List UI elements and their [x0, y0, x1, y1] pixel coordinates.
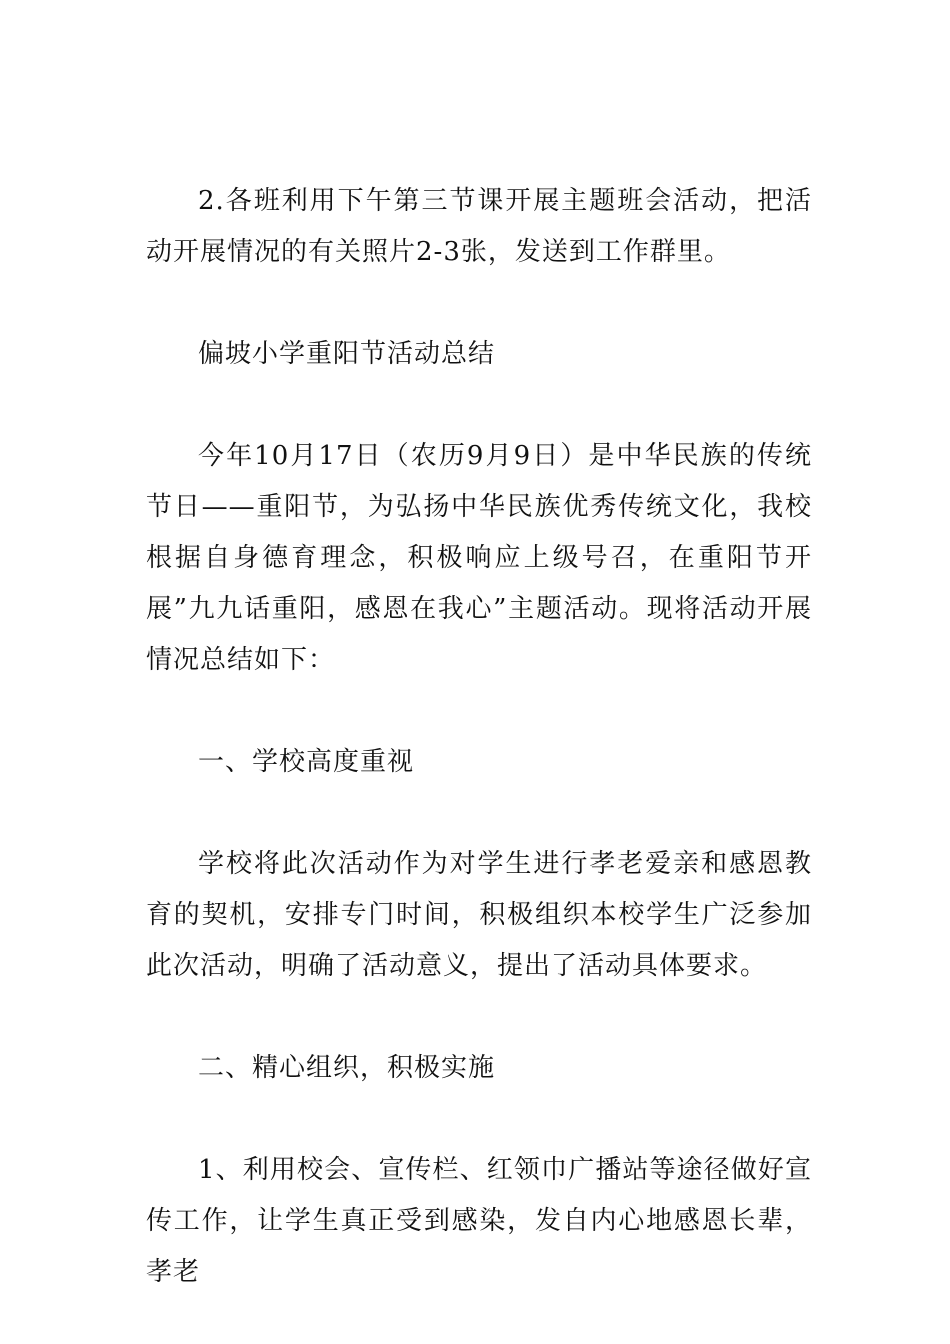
paragraph-class-meeting: 2.各班利用下午第三节课开展主题班会活动，把活动开展情况的有关照片2-3张，发送到工作群里。 — [146, 186, 812, 267]
heading-organization: 二、精心组织，积极实施 — [198, 1053, 496, 1083]
paragraph-school-attention: 学校将此次活动作为对学生进行孝老爱亲和感恩教育的契机，安排专门时间，积极组织本校学生广泛参加此次活动，明确了活动意义，提出了活动具体要求。 — [146, 849, 812, 981]
section-title-summary: 偏坡小学重阳节活动总结 — [198, 339, 496, 369]
paragraph-publicity: 1、利用校会、宣传栏、红领巾广播站等途径做好宣传工作，让学生真正受到感染，发自内心地感恩长辈，孝老 — [146, 1155, 812, 1287]
document-body — [146, 176, 812, 1298]
paragraph-intro: 今年10月17日（农历9月9日）是中华民族的传统节日——重阳节，为弘扬中华民族优秀传统文化，我校根据自身德育理念，积极响应上级号召，在重阳节开展”九九话重阳，感恩在我心”主题活动。现将活动开展情况总结如下： — [146, 441, 812, 675]
heading-school-attention: 一、学校高度重视 — [198, 747, 415, 777]
